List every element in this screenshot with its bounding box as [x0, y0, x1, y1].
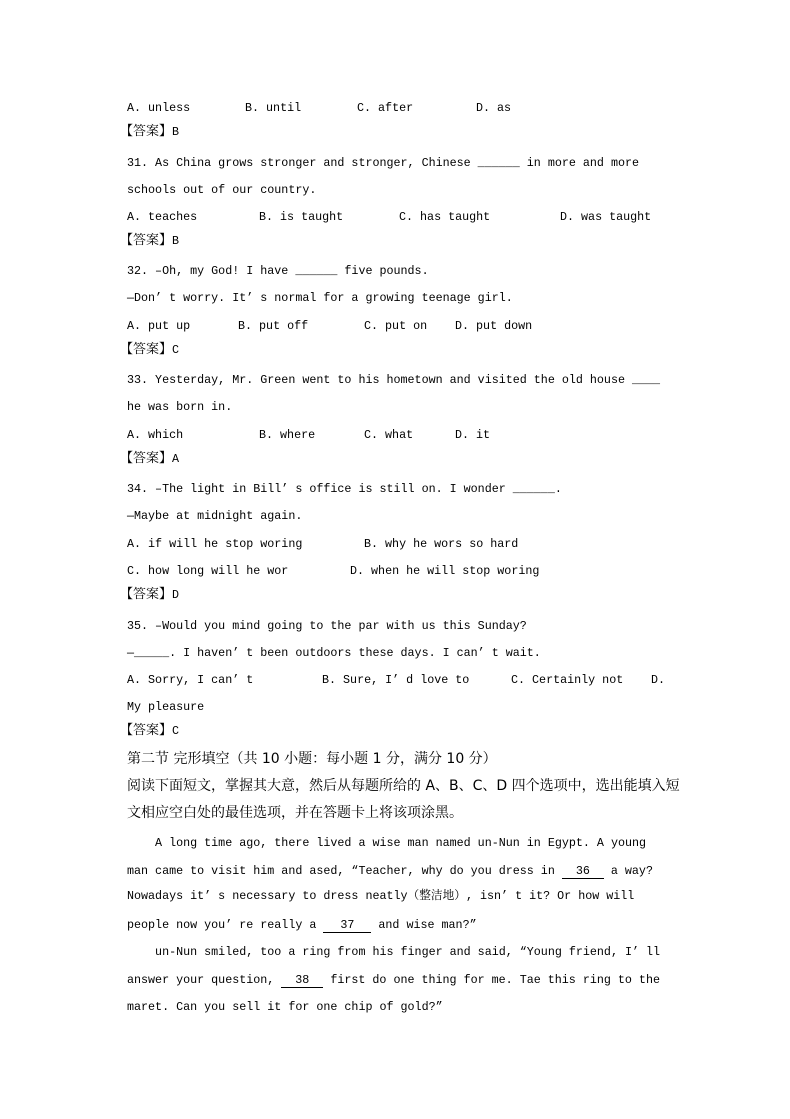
option-b: B. is taught	[259, 210, 344, 224]
blank-36: 36	[562, 865, 604, 879]
option-d: D. was taught	[560, 210, 652, 224]
answer	[120, 342, 179, 358]
answer	[120, 233, 179, 249]
option-d: D. put down	[455, 319, 533, 333]
passage-text: answer your question,	[127, 973, 282, 987]
option-a: A. if will he stop woring	[127, 537, 303, 551]
answer	[120, 587, 179, 603]
passage-line	[127, 863, 653, 879]
option-c: C. after	[357, 101, 414, 115]
passage-line: maret. Can you sell it for one chip of gold?”	[127, 1000, 443, 1014]
section-instructions: 文相应空白处的最佳选项，并在答题卡上将该项涂黑。	[127, 805, 463, 821]
answer-label: 【答案】	[120, 233, 173, 248]
option-a: A. Sorry, I can’ t	[127, 673, 254, 687]
option-a: A. teaches	[127, 210, 198, 224]
passage-text: people now you’ re really a	[127, 918, 324, 932]
question-text: 35. –Would you mind going to the par with us this Sunday?	[127, 619, 527, 633]
option-b: B. put off	[238, 319, 309, 333]
passage-line	[127, 917, 477, 933]
question-text: 34. –The light in Bill’ s office is still on. I wonder ______.	[127, 482, 562, 496]
answer-value: B	[172, 234, 180, 248]
option-d-text: My pleasure	[127, 700, 205, 714]
question-text: —Maybe at midnight again.	[127, 509, 303, 523]
option-d: D. when he will stop woring	[350, 564, 540, 578]
option-c: C. Certainly not	[511, 673, 624, 687]
question-text: 32. –Oh, my God! I have ______ five pounds.	[127, 264, 429, 278]
answer-label: 【答案】	[120, 723, 173, 738]
passage-text: and wise man?”	[371, 918, 477, 932]
option-b: B. where	[259, 428, 316, 442]
passage-text: first do one thing for me. Tae this ring to the	[323, 973, 660, 987]
passage-text: a way?	[603, 864, 653, 878]
passage-line	[127, 972, 660, 988]
option-d: D. as	[476, 101, 512, 115]
answer-label: 【答案】	[120, 451, 173, 466]
question-text: —_____. I haven’ t been outdoors these days. I can’ t wait.	[127, 646, 541, 660]
passage-line: Nowadays it’ s necessary to dress neatly（整洁地）, isn’ t it? Or how will	[127, 889, 635, 903]
question-text: —Don’ t worry. It’ s normal for a growing teenage girl.	[127, 291, 513, 305]
option-d-label: D.	[651, 673, 666, 687]
answer-label: 【答案】	[120, 342, 173, 357]
answer-value: D	[172, 588, 180, 602]
option-b: B. until	[245, 101, 302, 115]
option-b: B. Sure, I’ d love to	[322, 673, 470, 687]
option-c: C. how long will he wor	[127, 564, 289, 578]
option-c: C. what	[364, 428, 414, 442]
section-title: 第二节 完形填空（共 10 小题：每小题 1 分，满分 10 分）	[127, 751, 497, 767]
section-instructions: 阅读下面短文，掌握其大意，然后从每题所给的 A、B、C、D 四个选项中，选出能填入短	[127, 778, 680, 794]
passage-line: A long time ago, there lived a wise man named un-Nun in Egypt. A young	[127, 836, 647, 850]
question-text: 33. Yesterday, Mr. Green went to his hometown and visited the old house ____	[127, 373, 661, 387]
option-c: C. put on	[364, 319, 428, 333]
question-text: schools out of our country.	[127, 183, 317, 197]
answer-value: C	[172, 343, 180, 357]
answer-value: A	[172, 452, 180, 466]
question-text: 31. As China grows stronger and stronger, Chinese ______ in more and more	[127, 156, 639, 170]
option-a: A. unless	[127, 101, 191, 115]
answer	[120, 451, 179, 467]
option-c: C. has taught	[399, 210, 491, 224]
blank-37: 37	[323, 919, 371, 933]
answer-value: C	[172, 724, 180, 738]
passage-line: un-Nun smiled, too a ring from his finger and said, “Young friend, I’ ll	[127, 945, 661, 959]
option-d: D. it	[455, 428, 491, 442]
passage-text: man came to visit him and ased, “Teacher, why do you dress in	[127, 864, 562, 878]
option-a: A. which	[127, 428, 184, 442]
answer	[120, 124, 179, 140]
answer	[120, 723, 179, 739]
answer-label: 【答案】	[120, 124, 173, 139]
option-b: B. why he wors so hard	[364, 537, 519, 551]
option-a: A. put up	[127, 319, 191, 333]
question-text: he was born in.	[127, 400, 233, 414]
answer-label: 【答案】	[120, 587, 173, 602]
answer-value: B	[172, 125, 180, 139]
blank-38: 38	[281, 974, 323, 988]
